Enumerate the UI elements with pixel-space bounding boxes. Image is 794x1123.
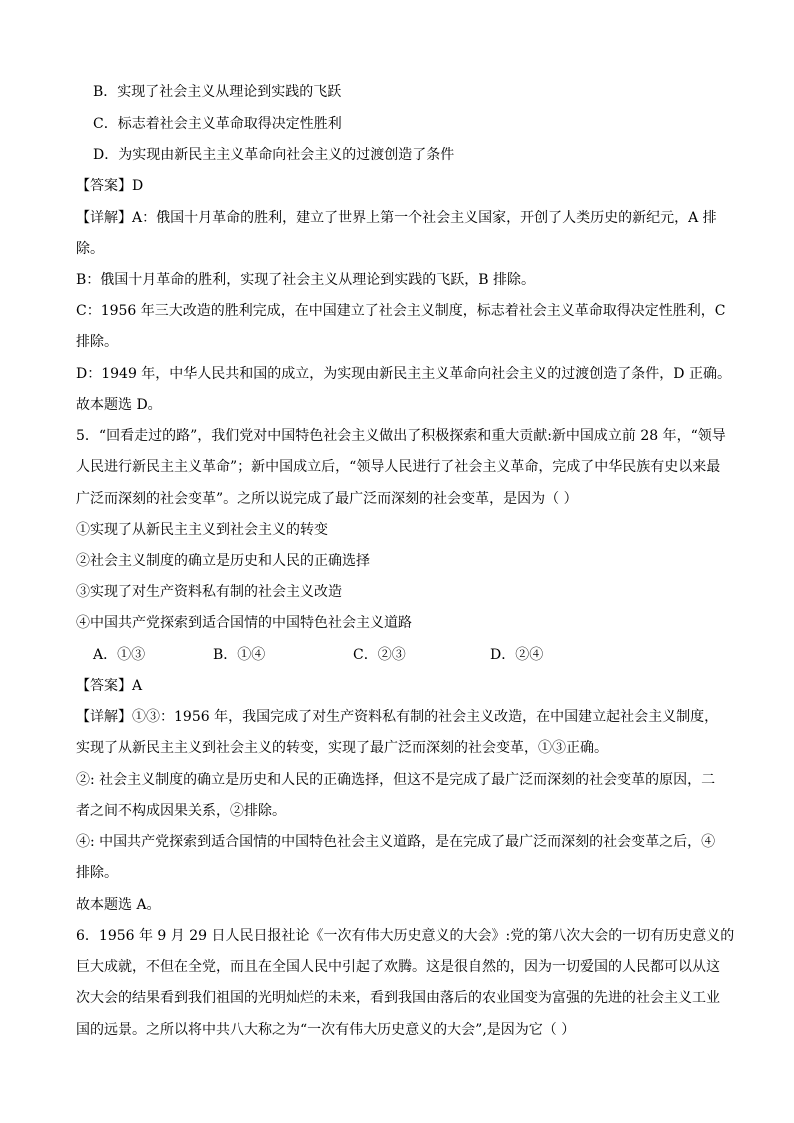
explanation-line: ④: 中国共产党探索到适合国情的中国特色社会主义道路，是在完成了最广泛而深刻的社会变革之后，④	[76, 834, 716, 850]
choice-d: D．②④	[490, 647, 544, 663]
question-stem: 国的远景。之所以将中共八大称之为“一次有伟大历史意义的大会”,是因为它（ ）	[76, 1022, 576, 1038]
option-b: B．实现了社会主义从理论到实践的飞跃	[93, 84, 342, 100]
explanation-line: 【详解】①③：1956 年，我国完成了对生产资料私有制的社会主义改造，在中国建立起社会主义制度，	[76, 709, 719, 725]
explanation-line: 除。	[76, 241, 104, 257]
explanation-line: D：1949 年，中华人民共和国的成立，为实现由新民主主义革命向社会主义的过渡创造了条件，D 正确。	[76, 366, 731, 382]
question-stem: 5．“回看走过的路”，我们党对中国特色社会主义做出了积极探索和重大贡献:新中国成立前 28 年，“领导	[76, 428, 726, 444]
option-d: D．为实现由新民主主义革命向社会主义的过渡创造了条件	[93, 147, 455, 163]
statement-2: ②社会主义制度的确立是历史和人民的正确选择	[76, 553, 370, 569]
statement-3: ③实现了对生产资料私有制的社会主义改造	[76, 584, 342, 600]
question-stem: 次大会的结果看到我们祖国的光明灿烂的未来，看到我国由落后的农业国变为富强的先进的社会主义工业	[76, 990, 720, 1006]
statement-4: ④中国共产党探索到适合国情的中国特色社会主义道路	[76, 615, 412, 631]
conclusion: 故本题选 D。	[76, 397, 162, 413]
choice-c: C．②③	[353, 647, 406, 663]
explanation-line: 排除。	[76, 865, 118, 881]
choice-b: B．①④	[213, 647, 266, 663]
explanation-line: 【详解】A：俄国十月革命的胜利，建立了世界上第一个社会主义国家，开创了人类历史的新纪元，A 排	[76, 210, 717, 226]
answer-label: 【答案】D	[76, 178, 144, 194]
explanation-line: ②: 社会主义制度的确立是历史和人民的正确选择，但这不是完成了最广泛而深刻的社会变革的原因，二	[76, 772, 716, 788]
answer-label: 【答案】A	[76, 678, 143, 694]
explanation-line: C：1956 年三大改造的胜利完成，在中国建立了社会主义制度，标志着社会主义革命取得决定性胜利，C	[76, 303, 726, 319]
question-stem: 6．1956 年 9 月 29 日人民日报社论《一次有伟大历史意义的大会》:党的第八次大会的一切有历史意义的	[76, 928, 735, 944]
question-stem: 广泛而深刻的社会变革”。之所以说完成了最广泛而深刻的社会变革，是因为（ ）	[76, 491, 578, 507]
statement-1: ①实现了从新民主主义到社会主义的转变	[76, 522, 328, 538]
question-stem: 人民进行新民主主义革命”；新中国成立后，“领导人民进行了社会主义革命，完成了中华民族有史以来最	[76, 459, 721, 475]
explanation-line: 实现了从新民主主义到社会主义的转变，实现了最广泛而深刻的社会变革，①③正确。	[76, 740, 608, 756]
question-stem: 巨大成就，不但在全党，而且在全国人民中引起了欢腾。这是很自然的，因为一切爱国的人民都可以从这	[76, 959, 720, 975]
explanation-line: 排除。	[76, 334, 118, 350]
choice-a: A．①③	[93, 647, 146, 663]
option-c: C．标志着社会主义革命取得决定性胜利	[93, 116, 342, 132]
conclusion: 故本题选 A。	[76, 897, 161, 913]
explanation-line: B：俄国十月革命的胜利，实现了社会主义从理论到实践的飞跃，B 排除。	[76, 272, 536, 288]
explanation-line: 者之间不构成因果关系，②排除。	[76, 803, 286, 819]
